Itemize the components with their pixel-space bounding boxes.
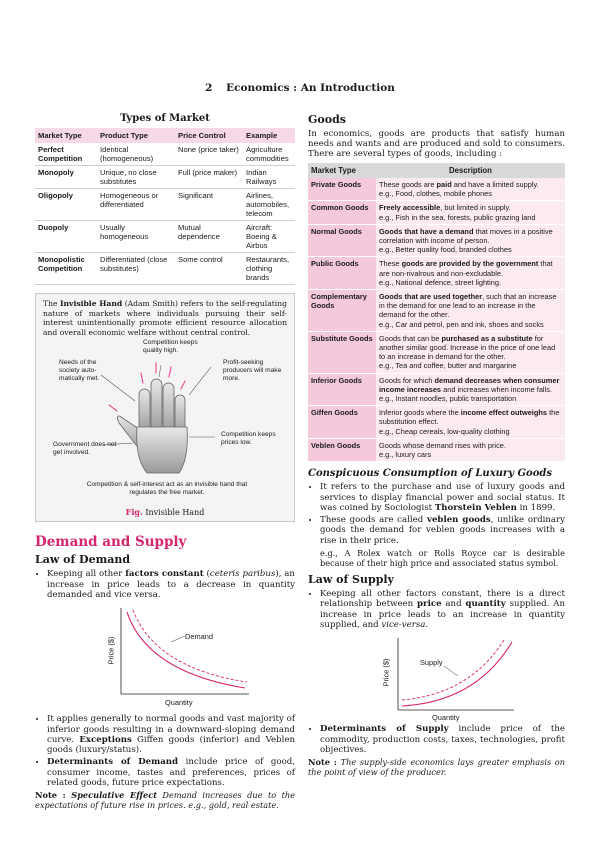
right-column <box>308 113 565 777</box>
table-row <box>308 373 565 406</box>
table-cell: Duopoly <box>35 221 97 253</box>
table-row <box>35 166 295 189</box>
table-cell: Unique, no close substitutes <box>97 166 175 189</box>
goods-heading: Goods <box>308 113 346 126</box>
conspicuous-bullets <box>308 482 565 546</box>
goods-type: Veblen Goods <box>308 438 376 461</box>
table-cell: Aircraft: Boeing & Airbus <box>243 221 295 253</box>
table-cell: Agriculture commodities <box>243 143 295 166</box>
goods-desc: Inferior goods where the income effect outweighs the substitution effect. e.g., Cheap cereals, low-quality clothing <box>376 406 565 439</box>
goods-desc: Goods that have a demand that moves in a positive correlation with income of person. e.g., Better quality food, branded clothes <box>376 224 565 257</box>
goods-type: Normal Goods <box>308 224 376 257</box>
table-row <box>35 189 295 221</box>
goods-type: Complementary Goods <box>308 290 376 332</box>
list-item: • Determinants of Demand include price of good, consumer income, tastes and preferences, prices of related goods, future price expectations. <box>47 757 295 788</box>
list-item: • Keeping all other factors constant, there is a direct relationship between price and quantity supplied. An increase in price leads to an increase in quantity supplied, and vice-versa. <box>320 589 565 630</box>
left-column <box>35 113 295 810</box>
invisible-hand-text: The Invisible Hand (Adam Smith) refers to the self-regulating nature of markets where individuals pursuing their self-interest unintentionally promote efficient resource allocation and overall economic welfare without central control. <box>43 299 287 337</box>
column-header: Example <box>243 128 295 143</box>
goods-type: Inferior Goods <box>308 373 376 406</box>
list-item: • It refers to the purchase and use of luxury goods and services to display financial power and social status. It was coined by Sociologist Thorstein Veblen in 1899. <box>320 482 565 513</box>
table-header-row <box>308 163 565 178</box>
page-header <box>0 82 600 94</box>
table-cell: Monopolistic Competition <box>35 253 97 285</box>
goods-type: Substitute Goods <box>308 331 376 373</box>
label-government: Government does not get involved. <box>53 441 117 457</box>
table-cell: Homogeneous or differentiated <box>97 189 175 221</box>
table-row <box>308 224 565 257</box>
table-cell: Significant <box>175 189 243 221</box>
invisible-hand-figure <box>43 341 287 506</box>
goods-type: Private Goods <box>308 178 376 201</box>
demand-bullets <box>35 569 295 600</box>
table-cell: Airlines, automobiles, telecom <box>243 189 295 221</box>
label-needs: Needs of the society auto-matically met. <box>59 359 100 383</box>
demand-note: Note : Speculative Effect Demand increases due to the expectations of future rise in prices. e.g., gold, real estate. <box>35 790 295 811</box>
goods-table <box>308 163 565 462</box>
label-bottom: Competition & self-interest act as an invisible hand that regulates the free market. <box>86 481 248 497</box>
list-item: • Determinants of Supply include price of the commodity, production costs, taxes, technologies, profit objectives. <box>320 724 565 755</box>
table-row <box>308 331 565 373</box>
list-item: • It applies generally to normal goods and vast majority of inferior goods resulting in a downward-sloping demand curve. Exceptions Giffen goods (inferior) and Veblen goods (luxury/status). <box>47 714 295 755</box>
label-prices: Competition keeps prices low. <box>221 431 276 447</box>
table-row <box>308 257 565 290</box>
page-number: 2 <box>205 82 213 94</box>
table-row <box>308 438 565 461</box>
supply-curve-shifted <box>402 640 504 700</box>
goods-type: Common Goods <box>308 201 376 224</box>
supply-curve <box>402 642 512 706</box>
goods-type: Giffen Goods <box>308 406 376 439</box>
supply-curve-chart <box>308 632 565 724</box>
table-cell: Indian Railways <box>243 166 295 189</box>
market-types-table <box>35 128 295 285</box>
table-row <box>35 253 295 285</box>
y-axis-label: Price ($) <box>106 636 116 665</box>
goods-desc: These goods are paid and have a limited supply. e.g., Food, clothes, mobile phones <box>376 178 565 201</box>
table-cell: Usually homogeneous <box>97 221 175 253</box>
table-cell: Differentiated (close substitutes) <box>97 253 175 285</box>
table-cell: Monopoly <box>35 166 97 189</box>
goods-desc: Goods for which demand decreases when consumer income increases and increases when income falls. e.g., Instant noodles, public transportation <box>376 373 565 406</box>
supply-curve-label: Supply <box>420 658 443 668</box>
table-row <box>35 143 295 166</box>
supply-bullets-2 <box>308 724 565 755</box>
y-axis-label: Price ($) <box>381 658 391 687</box>
table-cell: Restaurants, clothing brands <box>243 253 295 285</box>
goods-desc: Goods that can be purchased as a substitute for another similar good. Increase in the price of one lead to an increase in demand for the other. e.g., Tea and coffee, butter and margarine <box>376 331 565 373</box>
table-cell: Oligopoly <box>35 189 97 221</box>
running-title: Economics : An Introduction <box>226 82 395 94</box>
goods-desc: Goods that are used together, such that an increase in the demand for one lead to an increase in the demand for the other. e.g., Car and petrol, pen and ink, shoes and socks <box>376 290 565 332</box>
demand-curve-label: Demand <box>185 632 213 642</box>
table-cell: None (price taker) <box>175 143 243 166</box>
goods-desc: Goods whose demand rises with price. e.g., luxury cars <box>376 438 565 461</box>
x-axis-label: Quantity <box>432 713 460 723</box>
market-table-title: Types of Market <box>120 113 210 124</box>
demand-graph <box>35 602 295 714</box>
table-row <box>308 290 565 332</box>
x-axis-label: Quantity <box>165 698 193 708</box>
table-row <box>308 406 565 439</box>
table-header-row <box>35 128 295 143</box>
column-header: Market Type <box>35 128 97 143</box>
goods-type: Public Goods <box>308 257 376 290</box>
supply-note: Note : The supply-side economics lays greater emphasis on the point of view of the producer. <box>308 757 565 778</box>
supply-bullets <box>308 589 565 630</box>
conspicuous-example: e.g., A Rolex watch or Rolls Royce car is desirable because of their high price and associated status symbol. <box>320 548 565 569</box>
invisible-hand-box <box>35 293 295 522</box>
label-profit: Profit-seeking producers will make more. <box>223 359 282 383</box>
table-cell: Full (price maker) <box>175 166 243 189</box>
figure-caption: Fig. Invisible Hand <box>125 507 205 518</box>
goods-desc: These goods are provided by the government that are non-rivalrous and non-excludable. e.g., National defence, street lighting. <box>376 257 565 290</box>
column-header: Product Type <box>97 128 175 143</box>
law-of-supply-heading: Law of Supply <box>308 573 394 587</box>
goods-intro: In economics, goods are products that satisfy human needs and wants and are produced and sold to consumers. There are several types of goods, including : <box>308 129 565 159</box>
table-row <box>35 221 295 253</box>
demand-bullets-2 <box>35 714 295 788</box>
list-item: • These goods are called veblen goods, unlike ordinary goods the demand for veblen goods increases with a rise in their price. <box>320 515 565 546</box>
law-of-demand-heading: Law of Demand <box>35 553 131 567</box>
column-header: Market Type <box>308 163 376 178</box>
table-cell: Mutual dependence <box>175 221 243 253</box>
goods-desc: Freely accessible, but limited in supply. e.g., Fish in the sea, forests, public grazing land <box>376 201 565 224</box>
table-row <box>308 201 565 224</box>
table-cell: Some control <box>175 253 243 285</box>
table-row <box>308 178 565 201</box>
label-quality: Competition keeps quality high. <box>143 339 198 355</box>
column-header: Price Control <box>175 128 243 143</box>
supply-graph <box>308 632 565 724</box>
demand-curve-shifted <box>133 610 247 682</box>
section-heading: Demand and Supply <box>35 534 187 551</box>
table-cell: Perfect Competition <box>35 143 97 166</box>
column-header: Description <box>376 163 565 178</box>
conspicuous-heading: Conspicuous Consumption of Luxury Goods <box>308 468 552 480</box>
table-cell: Identical (homogeneous) <box>97 143 175 166</box>
demand-curve <box>127 612 245 688</box>
list-item: • Keeping all other factors constant (ceteris paribus), an increase in price leads to a decrease in quantity demanded and vice versa. <box>47 569 295 600</box>
